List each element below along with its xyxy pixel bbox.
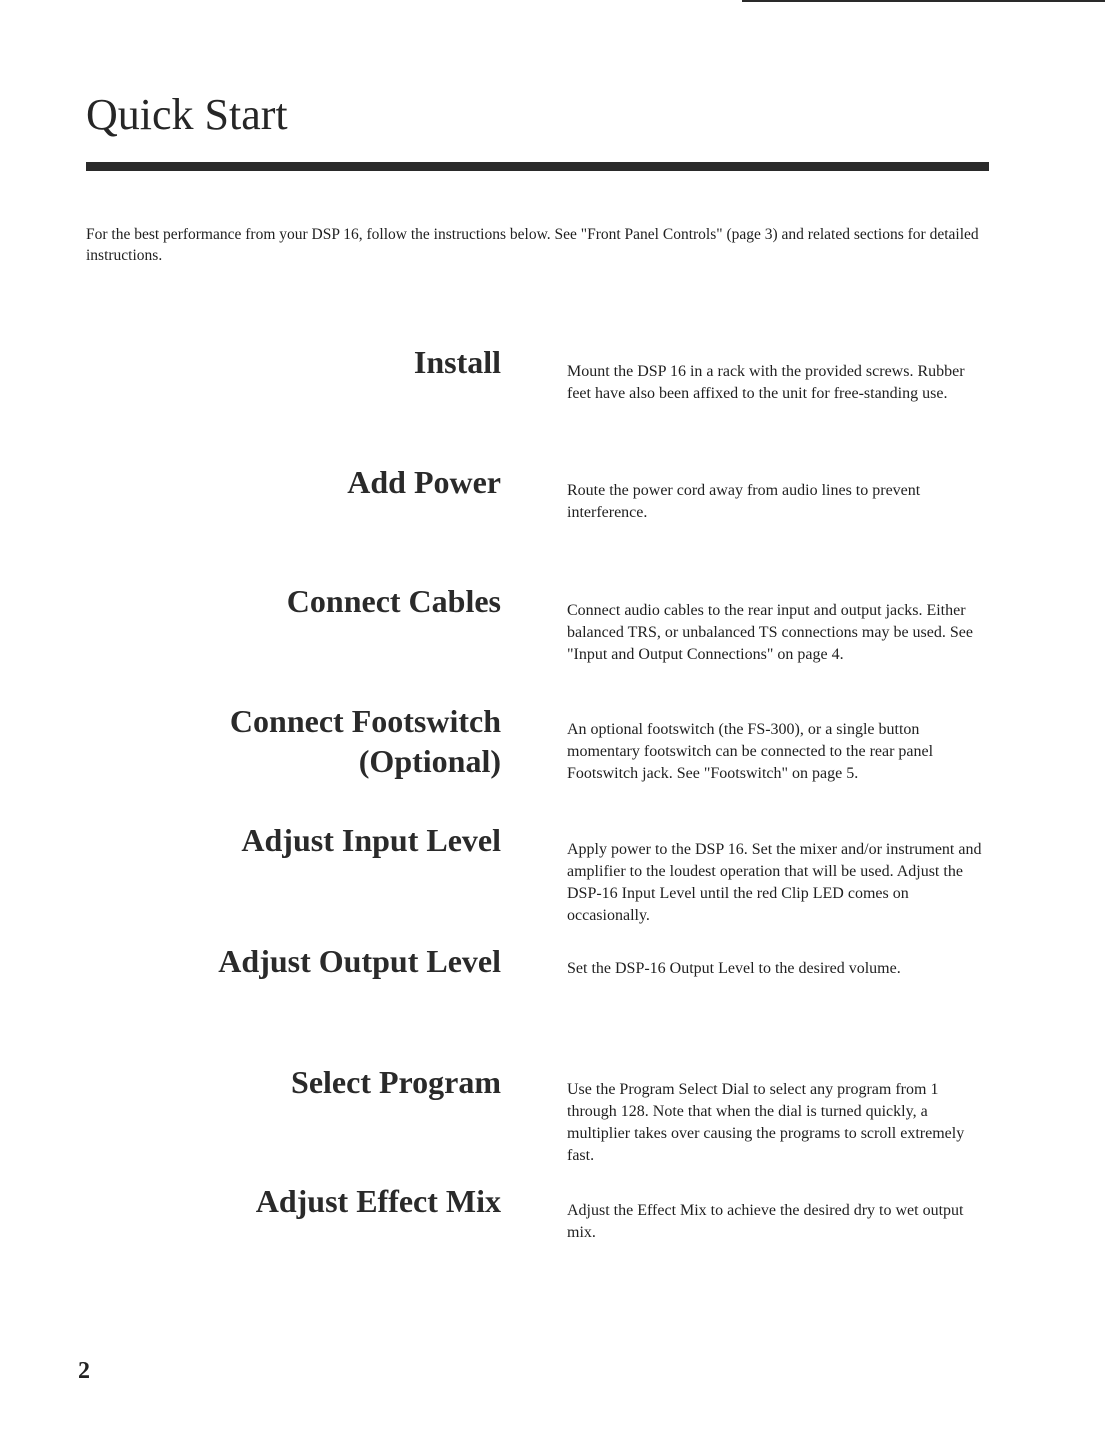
step-heading-select-program: Select Program — [291, 1064, 501, 1100]
step-heading-adjust-output-level: Adjust Output Level — [218, 943, 501, 979]
step-heading-add-power: Add Power — [347, 464, 501, 500]
top-edge-rule — [742, 0, 1105, 2]
step-description-adjust-effect-mix: Adjust the Effect Mix to achieve the desired dry to wet output mix. — [567, 1202, 964, 1241]
step-heading-connect-footswitch — [230, 701, 501, 781]
step-heading-connect-footswitch-line2: (Optional) — [358, 743, 501, 779]
step-description-select-program: Use the Program Select Dial to select any program from 1 through 128. Note that when the dial is turned quickly, a multiplier takes over causing the programs to scroll extremely fast. — [567, 1081, 965, 1164]
step-description-adjust-input-level: Apply power to the DSP 16. Set the mixer and/or instrument and amplifier to the loudest operation that will be used. Adjust the DSP-16 Input Level until the red Clip LED comes on occasionally. — [567, 841, 982, 924]
page-title: Quick Start — [86, 90, 288, 139]
step-heading-connect-footswitch-line1: Connect Footswitch — [229, 703, 501, 739]
step-description-connect-cables: Connect audio cables to the rear input and output jacks. Either balanced TRS, or unbalanced TS connections may be used. See "Input and Output Connections" on page 4. — [567, 602, 973, 663]
title-underline-bar — [86, 162, 989, 171]
step-description-connect-footswitch: An optional footswitch (the FS-300), or a single button momentary footswitch can be connected to the rear panel Footswitch jack. See "Footswitch" on page 5. — [567, 721, 934, 782]
step-description-adjust-output-level: Set the DSP-16 Output Level to the desired volume. — [567, 960, 901, 977]
step-description-install: Mount the DSP 16 in a rack with the provided screws. Rubber feet have also been affixed to the unit for free-standing use. — [567, 363, 965, 402]
step-heading-adjust-effect-mix: Adjust Effect Mix — [255, 1183, 501, 1219]
intro-paragraph: For the best performance from your DSP 16, follow the instructions below. See "Front Panel Controls" (page 3) and related sections for detailed instructions. — [86, 226, 979, 264]
step-description-add-power: Route the power cord away from audio lines to prevent interference. — [567, 482, 921, 521]
step-heading-adjust-input-level: Adjust Input Level — [241, 822, 501, 858]
step-heading-install: Install — [413, 344, 501, 380]
page-number: 2 — [78, 1358, 90, 1384]
step-heading-connect-cables: Connect Cables — [286, 583, 501, 619]
